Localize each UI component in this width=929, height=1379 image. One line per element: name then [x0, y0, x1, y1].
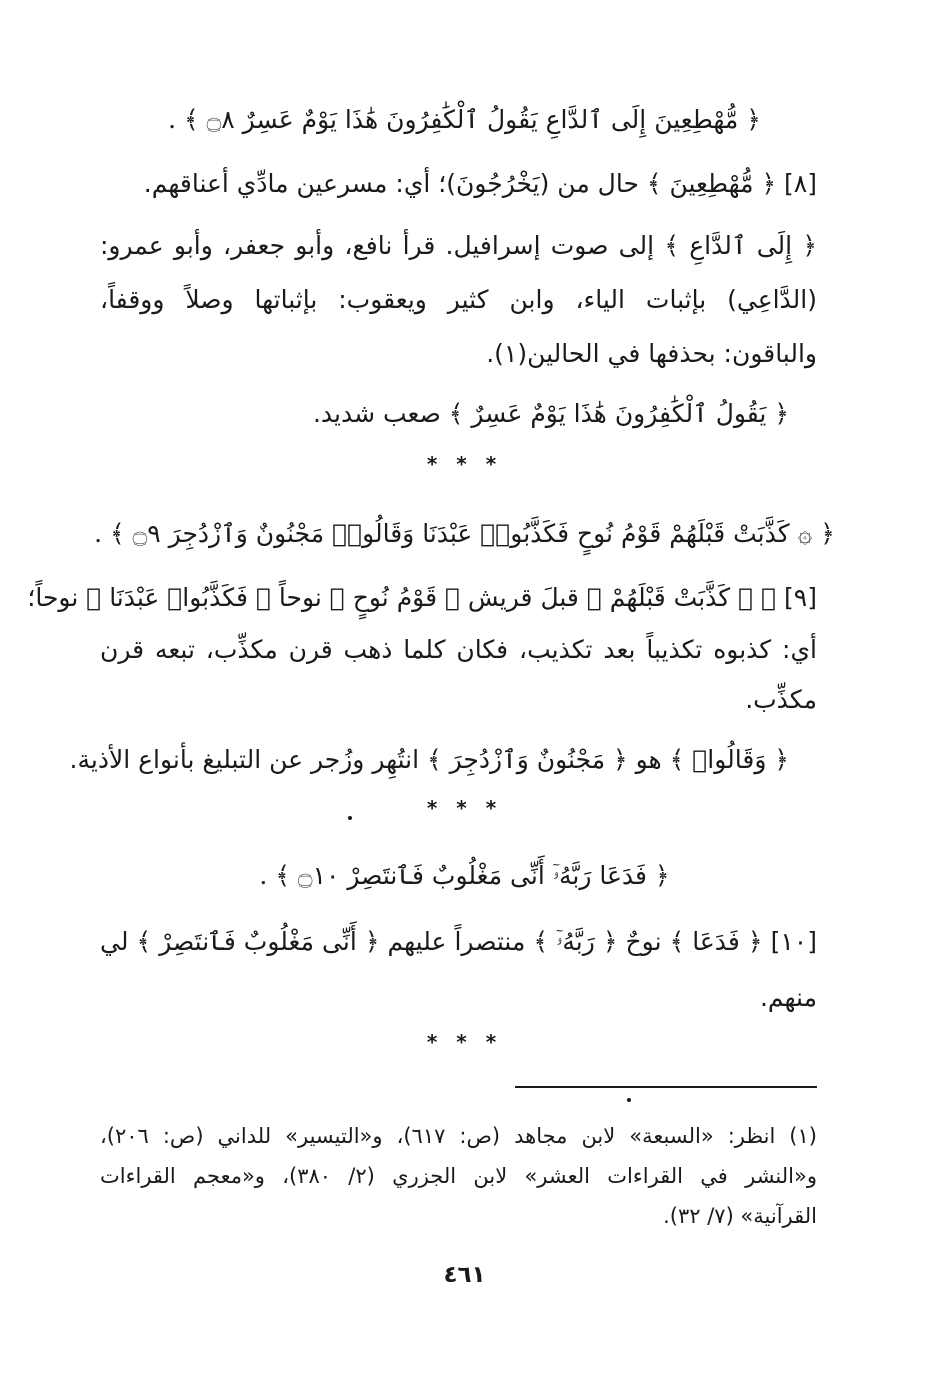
verse-9: ﴿ ۞ كَذَّبَتْ قَبْلَهُمْ قَوْمُ نُوحٍ فَكَذَّبُوا۟ عَبْدَنَا وَقَالُوا۟ مَجْنُونٌ وَٱزْدُجِرَ ۝٩ ﴾ .	[94, 519, 835, 548]
commentary-10-line-1: [١٠] ﴿ فَدَعَا ﴾ نوحٌ ﴿ رَبَّهُۥٓ ﴾ منتصراً عليهم ﴿ أَنِّى مَغْلُوبٌ فَٱنتَصِرْ ﴾ لي	[100, 927, 817, 956]
commentary-8-line-1: [٨] ﴿ مُّهْطِعِينَ ﴾ حال من (يَخْرُجُونَ)؛ أي: مسرعين مادِّي أعناقهم.	[143, 169, 817, 198]
commentary-9-line-1: [٩] ﴿ ۞ كَذَّبَتْ قَبْلَهُمْ ﴾ قبلَ قريش ﴿ قَوْمُ نُوحٍ ﴾ نوحاً ﴿ فَكَذَّبُوا۟ عَبْدَنَا ﴾ نوحاً؛	[27, 583, 817, 612]
verse-10: ﴿ فَدَعَا رَبَّهُۥٓ أَنِّى مَغْلُوبٌ فَٱنتَصِرْ ۝١٠ ﴾ .	[259, 861, 670, 890]
footnote-1-line-1: (١) انظر: «السبعة» لابن مجاهد (ص: ٦١٧)، و«التيسير» للداني (ص: ٢٠٦)،	[100, 1124, 817, 1148]
footnote-1-line-3: القرآنية» (٧/ ٣٢).	[663, 1204, 817, 1228]
footnote-1-line-2: و«النشر في القراءات العشر» لابن الجزري (٢/ ٣٨٠)، و«معجم القراءات	[100, 1164, 817, 1188]
section-separator-1: * * *	[426, 452, 503, 476]
commentary-9-line-2: أي: كذبوه تكذيباً بعد تكذيب، فكان كلما ذهب قرن مكذِّب، تبعه قرن	[100, 635, 817, 664]
section-separator-2: * * *	[426, 796, 503, 820]
commentary-9-line-3: مكذِّب.	[745, 685, 817, 714]
footnote-rule	[515, 1086, 817, 1088]
verse-8: ﴿ مُّهْطِعِينَ إِلَى ٱلدَّاعِ يَقُولُ ٱلْكَٰفِرُونَ هَٰذَا يَوْمٌ عَسِرٌ ۝٨ ﴾ .	[168, 105, 761, 134]
commentary-8-line-2: ﴿ إِلَى ٱلدَّاعِ ﴾ إلى صوت إسرافيل. قرأ نافع، وأبو جعفر، وأبو عمرو:	[100, 231, 817, 260]
stray-dot	[348, 816, 352, 820]
page-number: ٤٦١	[443, 1262, 486, 1288]
section-separator-3: * * *	[426, 1030, 503, 1054]
commentary-10-line-2: منهم.	[759, 983, 817, 1012]
commentary-8-line-5: ﴿ يَقُولُ ٱلْكَٰفِرُونَ هَٰذَا يَوْمٌ عَسِرٌ ﴾ صعب شديد.	[312, 399, 789, 428]
commentary-9-line-4: ﴿ وَقَالُوا۟ ﴾ هو ﴿ مَجْنُونٌ وَٱزْدُجِرَ ﴾ انتُهِر وزُجر عن التبليغ بأنواع الأذية.	[69, 745, 789, 774]
commentary-8-line-4: والباقون: بحذفها في الحالين(١).	[486, 339, 817, 368]
footnote-dot	[627, 1098, 631, 1102]
commentary-8-line-3: (الدَّاعِي) بإثبات الياء، وابن كثير ويعقوب: بإثباتها وصلاً ووقفاً،	[100, 285, 817, 314]
